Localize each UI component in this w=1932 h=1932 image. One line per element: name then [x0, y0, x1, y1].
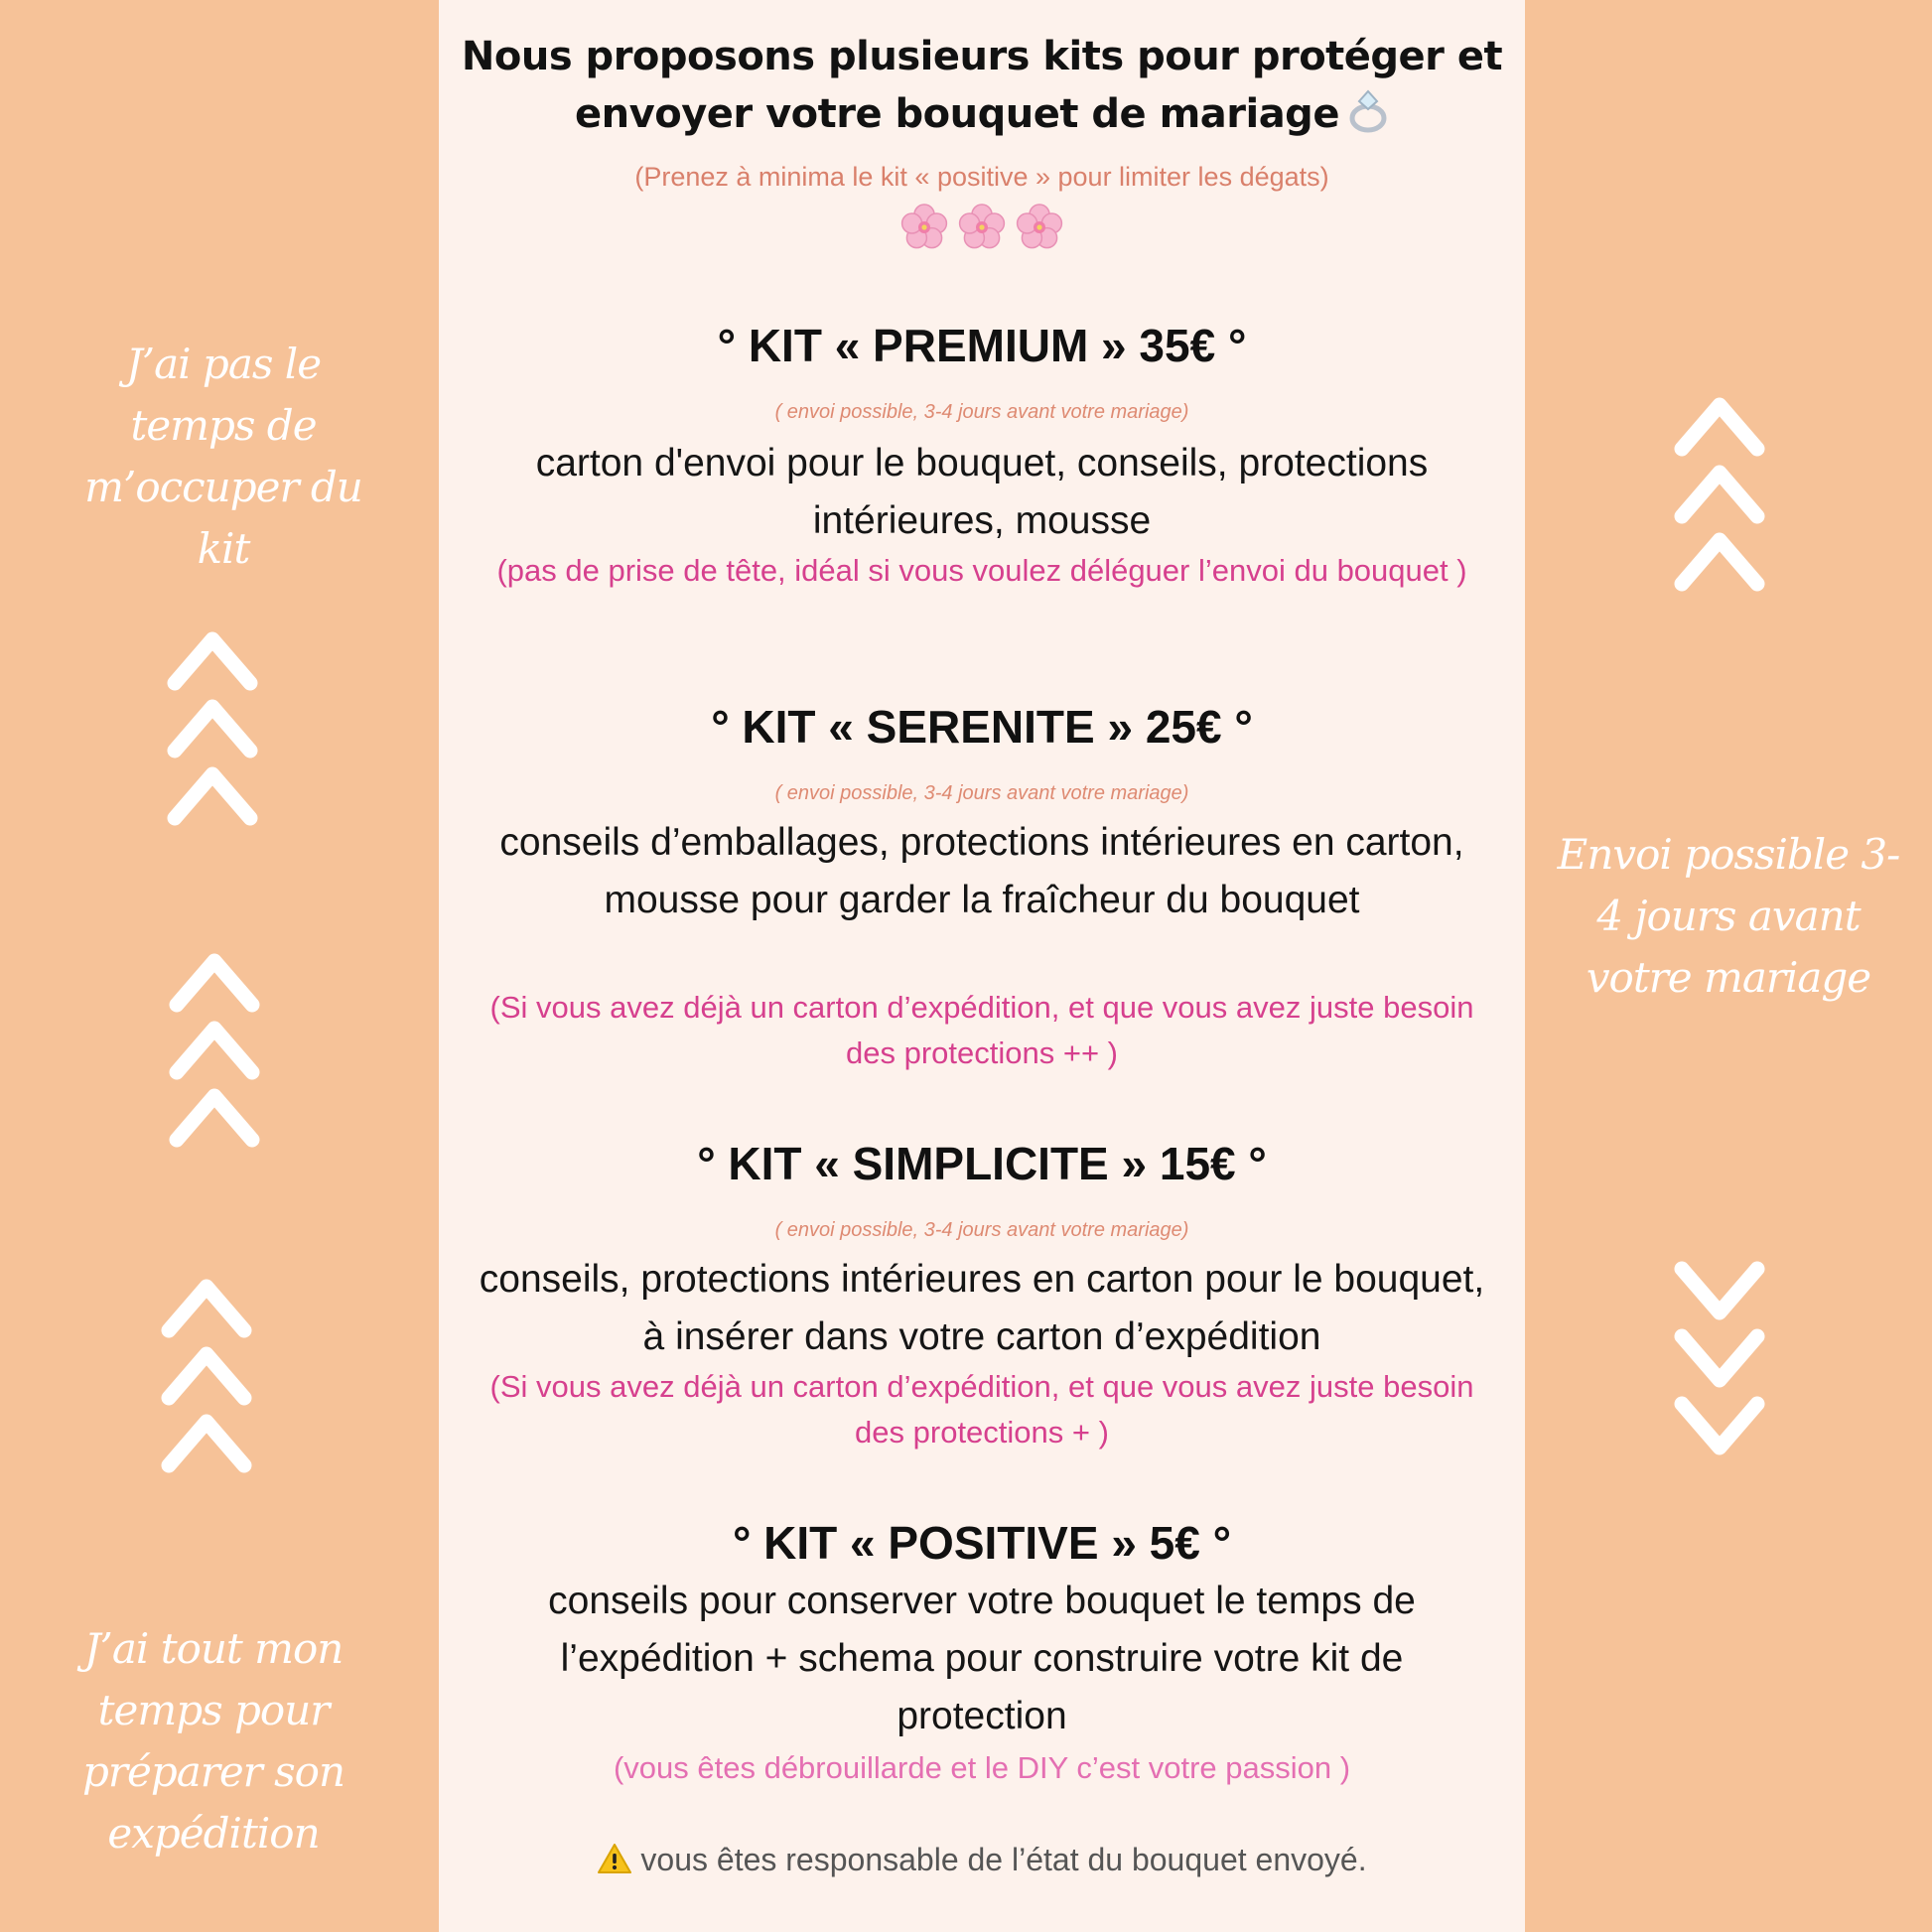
kit-premium-note: (pas de prise de tête, idéal si vous voulez déléguer l’envoi du bouquet ) [496, 553, 1467, 588]
kit-premium-description: carton d'envoi pour le bouquet, conseils, protections intérieures, mousse [535, 442, 1429, 542]
kit-premium-delay: ( envoi possible, 3-4 jours avant votre mariage) [774, 401, 1189, 423]
kit-serenite-delay: ( envoi possible, 3-4 jours avant votre mariage) [774, 782, 1189, 804]
warning-text: vous êtes responsable de l’état du bouquet envoyé. [640, 1842, 1367, 1877]
cherry-blossom-icon [900, 204, 948, 251]
chevron-up-icon [161, 1275, 252, 1481]
kit-serenite-description: conseils d’emballages, protections intérieures en carton, mousse pour garder la fraîcheur du bouquet [499, 821, 1464, 921]
left-sidebar [0, 0, 439, 1932]
kit-simplicite-title: ° KIT « SIMPLICITE » 15€ ° [697, 1138, 1267, 1189]
kit-simplicite-delay: ( envoi possible, 3-4 jours avant votre mariage) [774, 1219, 1189, 1241]
chevron-up-icon [169, 949, 260, 1156]
subtitle: (Prenez à minima le kit « positive » pour limiter les dégats) [634, 162, 1329, 192]
kit-positive-note: (vous êtes débrouillarde et le DIY c’est votre passion ) [613, 1750, 1351, 1785]
kit-serenite-title: ° KIT « SERENITE » 25€ ° [711, 701, 1253, 753]
cherry-blossom-icon [958, 204, 1006, 251]
kit-premium-title: ° KIT « PREMIUM » 35€ ° [717, 320, 1247, 371]
warning-line [439, 1835, 1525, 1888]
cherry-blossom-icon [1016, 204, 1063, 251]
kit-simplicite-note: (Si vous avez déjà un carton d’expédition, et que vous avez juste besoin des protections + ) [489, 1369, 1474, 1449]
chevron-up-icon [167, 627, 258, 834]
chevron-up-icon [1674, 393, 1765, 600]
content-panel [439, 0, 1525, 1932]
warning-icon [597, 1839, 632, 1888]
kit-simplicite-description: conseils, protections intérieures en carton pour le bouquet, à insérer dans votre carton d’expédition [479, 1258, 1485, 1358]
kit-positive-title: ° KIT « POSITIVE » 5€ ° [732, 1517, 1232, 1569]
left-top-text: J’ai pas le temps de m’occuper du kit [84, 340, 362, 573]
page-title-text: Nous proposons plusieurs kits pour protéger et envoyer votre bouquet de mariage [461, 34, 1503, 137]
kit-serenite-note: (Si vous avez déjà un carton d’expédition, et que vous avez juste besoin des protections ++ ) [489, 990, 1474, 1070]
ring-icon [1347, 89, 1389, 149]
right-middle-text: Envoi possible 3-4 jours avant votre mariage [1557, 830, 1900, 1002]
chevron-down-icon [1674, 1253, 1765, 1459]
right-sidebar [1525, 0, 1932, 1932]
left-bottom-text: J’ai tout mon temps pour préparer son expédition [82, 1624, 345, 1858]
page-title [459, 28, 1505, 149]
kit-positive-description: conseils pour conserver votre bouquet le temps de l’expédition + schema pour construire votre kit de protection [548, 1580, 1416, 1737]
decor-flowers [439, 204, 1525, 251]
